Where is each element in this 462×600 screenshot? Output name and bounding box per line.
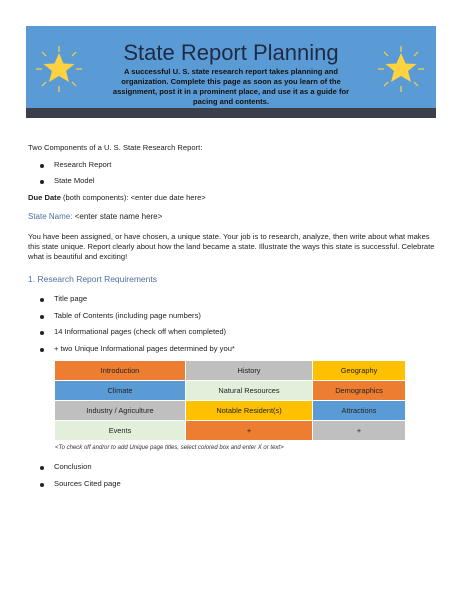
grid-row bbox=[55, 361, 405, 380]
grid-cell-history[interactable]: History bbox=[186, 361, 312, 380]
grid-cell-demographics[interactable]: Demographics bbox=[313, 381, 405, 400]
bullet bbox=[40, 348, 44, 352]
bullet bbox=[40, 180, 44, 184]
bullet bbox=[40, 315, 44, 319]
grid-cell-events[interactable]: Events bbox=[55, 421, 185, 440]
bullet bbox=[40, 466, 44, 470]
req-item-title-page: Title page bbox=[54, 294, 88, 303]
req-item-informational-pages: 14 Informational pages (check off when completed) bbox=[54, 327, 227, 336]
grid-row bbox=[55, 421, 405, 440]
star-icon bbox=[34, 44, 84, 94]
req-item-conclusion: Conclusion bbox=[54, 462, 92, 471]
grid-cell-industry-agriculture[interactable]: Industry / Agriculture bbox=[55, 401, 185, 420]
header-banner-bar bbox=[26, 108, 436, 118]
bullet bbox=[40, 483, 44, 487]
grid-cell-unique-page-2[interactable]: + bbox=[313, 421, 405, 440]
grid-cell-introduction[interactable]: Introduction bbox=[55, 361, 185, 380]
grid-cell-geography[interactable]: Geography bbox=[313, 361, 405, 380]
component-item-research-report: Research Report bbox=[54, 160, 112, 169]
bullet bbox=[40, 331, 44, 335]
components-heading: Two Components of a U. S. State Research Report: bbox=[28, 143, 203, 152]
req-item-sources-cited: Sources Cited page bbox=[54, 479, 121, 488]
grid-cell-natural-resources[interactable]: Natural Resources bbox=[186, 381, 312, 400]
grid-cell-attractions[interactable]: Attractions bbox=[313, 401, 405, 420]
req-item-unique-pages: + two Unique Informational pages determined by you* bbox=[54, 344, 235, 353]
state-name-value: <enter state name here> bbox=[72, 212, 163, 221]
grid-cell-unique-page-1[interactable]: + bbox=[186, 421, 312, 440]
page-subtitle: A successful U. S. state research report takes planning and organization. Complete this page as soon as you learn of the assignment, post it in a prominent place, and use it as a guide for pacing and contents. bbox=[112, 67, 350, 106]
grid-cell-climate[interactable]: Climate bbox=[55, 381, 185, 400]
section1-heading: 1. Research Report Requirements bbox=[28, 274, 157, 284]
grid-cell-notable-residents[interactable]: Notable Resident(s) bbox=[186, 401, 312, 420]
state-name-line[interactable] bbox=[28, 212, 162, 222]
grid-row bbox=[55, 381, 405, 400]
component-item-state-model: State Model bbox=[54, 176, 95, 185]
page-title: State Report Planning bbox=[123, 40, 339, 65]
intro-paragraph: You have been assigned, or have chosen, a unique state. Your job is to research, analyze, then write about what makes this state unique. Report clearly about how the land became a state. Illustrate the ways this state is successful. Celebrate what is beautiful and exciting! bbox=[28, 232, 435, 261]
grid-row bbox=[55, 401, 405, 420]
bullet bbox=[40, 164, 44, 168]
due-date-label: Due Date bbox=[28, 193, 61, 202]
due-date-line[interactable] bbox=[28, 193, 206, 203]
due-date-value: (both components): <enter due date here> bbox=[60, 193, 206, 202]
state-name-label: State Name: bbox=[28, 212, 73, 221]
bullet bbox=[40, 298, 44, 302]
req-item-toc: Table of Contents (including page numbers) bbox=[54, 311, 201, 320]
star-icon bbox=[376, 44, 426, 94]
pages-checklist-grid bbox=[54, 360, 406, 441]
grid-note: <To check off and/or to add Unique page titles, select colored box and enter X or text> bbox=[55, 445, 284, 451]
